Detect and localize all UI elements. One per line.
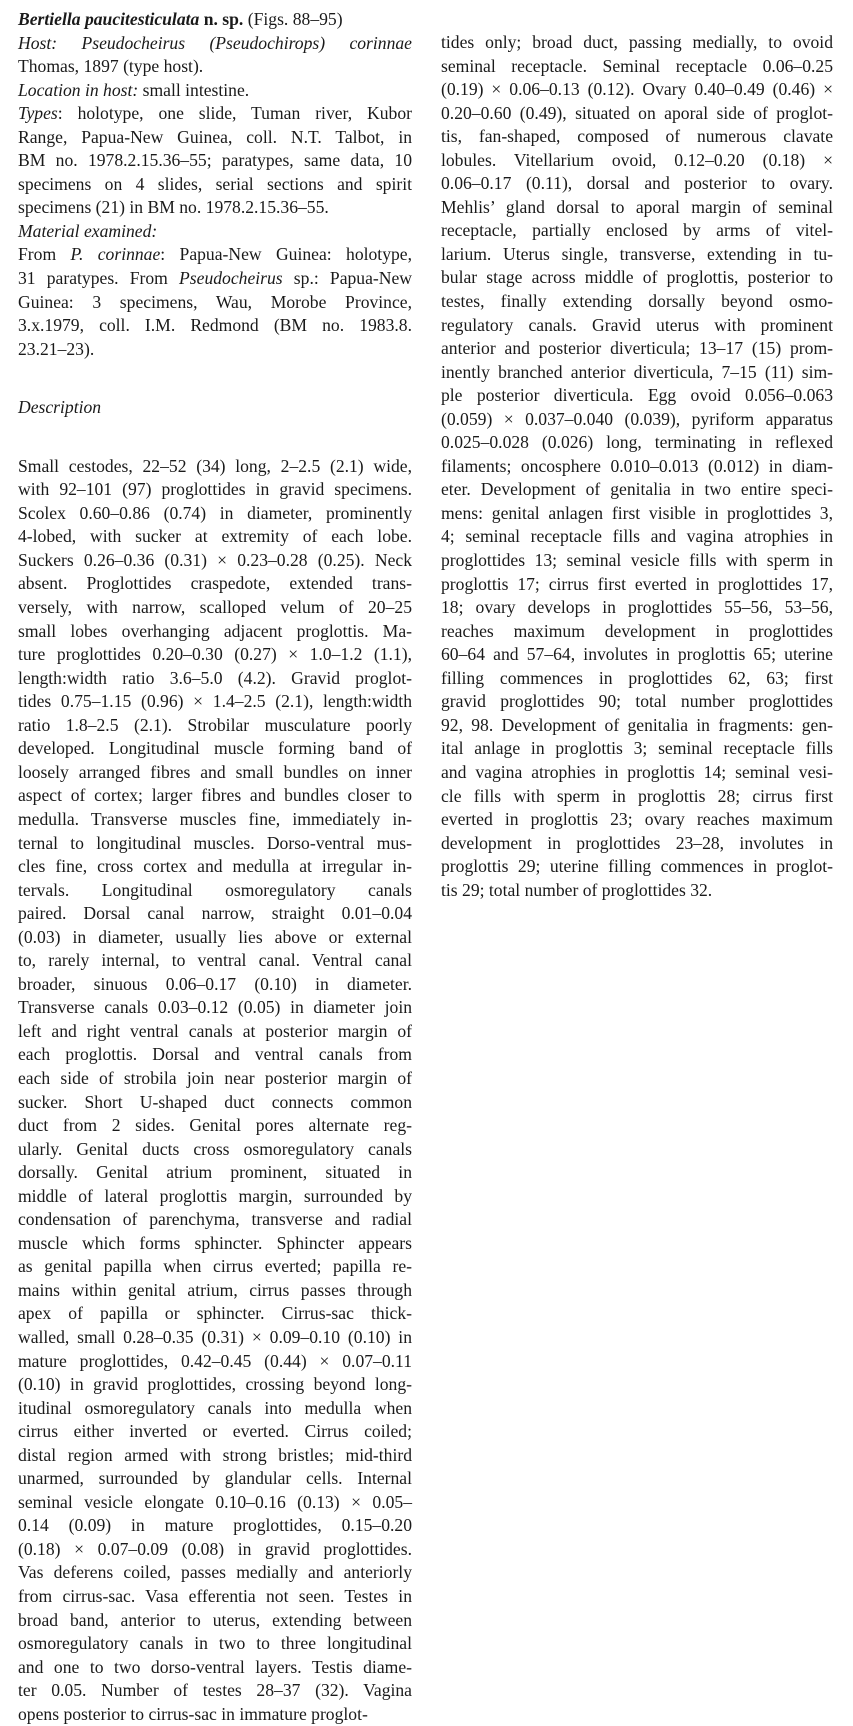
text-line: from cirrus-sac. Vasa efferentia not seen. Testes in: [18, 1586, 412, 1606]
host-authority: Thomas, 1897 (type host).: [18, 56, 204, 77]
text-line: broader, sinuous 0.06–0.17 (0.10) in diameter.: [18, 973, 412, 994]
text-line: (0.10) in gravid proglottides, crossing beyond long-: [18, 1374, 412, 1395]
text-line: Mehlis’ gland dorsal to aporal margin of seminal: [441, 196, 833, 217]
text-line: Transverse canals 0.03–0.12 (0.05) in diameter join: [18, 997, 412, 1018]
text-line: proglottis 17; cirrus first everted in proglottides 17,: [441, 573, 833, 594]
text-line: eter. Development of genitalia in two entire speci-: [441, 479, 833, 500]
text-line: receptacle, partially enclosed by arms of vitel-: [441, 220, 833, 241]
text-line: to, rarely internal, to ventral canal. Ventral canal: [18, 950, 412, 971]
text-line: apex of papilla or sphincter. Cirrus-sac thick-: [18, 1303, 412, 1324]
text-line: filaments; oncosphere 0.010–0.013 (0.012) in diam-: [441, 455, 833, 476]
text-line: anterior and posterior diverticula; 13–17 (15) prom-: [441, 338, 833, 359]
text-line: proglottis 29; uterine filling commences in proglot-: [441, 856, 833, 877]
text-line: ture proglottides 0.20–0.30 (0.27) × 1.0–1.2 (1.1),: [18, 644, 412, 665]
types-line: Types: holotype, one slide, Tuman river, Kubor: [18, 103, 412, 124]
text-line: ternal to longitudinal muscles. Dorso-ventral mus-: [18, 832, 412, 853]
text-line: mens: genital anlagen first visible in proglottides 3,: [441, 502, 833, 523]
text-line: Scolex 0.60–0.86 (0.74) in diameter, prominently: [18, 502, 412, 523]
material-line: 23.21–23).: [18, 338, 95, 359]
text-line: dorsally. Genital atrium prominent, situated in: [18, 1162, 412, 1183]
text-line: walled, small 0.28–0.35 (0.31) × 0.09–0.10 (0.10) in: [18, 1326, 412, 1347]
text-line: medulla. Transverse muscles fine, immediately in-: [18, 808, 412, 829]
text-line: broad band, anterior to uterus, extending between: [18, 1609, 412, 1630]
text-line: testes, finally extending dorsally beyond osmo-: [441, 291, 833, 312]
text-line: (0.03) in diameter, usually lies above or external: [18, 926, 412, 947]
material-line: 31 paratypes. From Pseudocheirus sp.: Papua-New: [18, 268, 412, 289]
description-right-body: [441, 31, 833, 902]
text-line: 4; seminal receptacle fills and vagina atrophies in: [441, 526, 833, 547]
text-line: opens posterior to cirrus-sac in immature proglot-: [18, 1703, 368, 1724]
text-line: (0.18) × 0.07–0.09 (0.08) in gravid proglottides.: [18, 1538, 412, 1559]
text-line: cirrus either inverted or everted. Cirrus coiled;: [18, 1421, 412, 1442]
text-line: mains within genital atrium, cirrus passes through: [18, 1279, 412, 1300]
section-heading-description: Description: [18, 397, 102, 418]
text-line: aspect of cortex; larger fibres and bundles closer to: [18, 785, 412, 806]
text-line: everted in proglottis 23; ovary reaches maximum: [441, 809, 833, 830]
text-line: regulatory canals. Gravid uterus with prominent: [441, 314, 833, 335]
material-line: From P. corinnae: Papua-New Guinea: holotype,: [18, 244, 412, 265]
material-line: 3.x.1979, coll. I.M. Redmond (BM no. 1983.8.: [18, 315, 412, 336]
text-line: 92, 98. Development of genitalia in fragments: gen-: [441, 714, 833, 735]
text-line: Small cestodes, 22–52 (34) long, 2–2.5 (2.1) wide,: [18, 455, 412, 476]
text-line: middle of lateral proglottis margin, surrounded by: [18, 1185, 412, 1206]
species-title-line: [18, 8, 412, 32]
text-line: Vas deferens coiled, passes medially and anteriorly: [18, 1562, 412, 1583]
text-line: paired. Dorsal canal narrow, straight 0.01–0.04: [18, 903, 412, 924]
text-line: larium. Uterus single, transverse, extending in tu-: [441, 243, 833, 264]
text-line: 0.20–0.60 (0.49), situated on aporal side of proglot-: [441, 102, 833, 123]
figures-reference: (Figs. 88–95): [247, 9, 343, 29]
species-name: Bertiella paucitesticulata: [18, 9, 200, 29]
text-line: (0.19) × 0.06–0.13 (0.12). Ovary 0.40–0.49 (0.46) ×: [441, 79, 833, 100]
types-line: specimens (21) in BM no. 1978.2.15.36–55.: [18, 197, 329, 218]
text-line: tides only; broad duct, passing medially, to ovoid: [441, 32, 833, 52]
species-status: n. sp.: [203, 9, 244, 29]
text-line: tides 0.75–1.15 (0.96) × 1.4–2.5 (2.1), length:width: [18, 691, 412, 712]
text-line: distal region armed with strong bristles; mid-third: [18, 1444, 412, 1465]
text-line: loosely arranged fibres and small bundles on inner: [18, 761, 412, 782]
types-line: BM no. 1978.2.15.36–55; paratypes, same data, 10: [18, 150, 412, 171]
text-line: sucker. Short U-shaped duct connects common: [18, 1091, 412, 1112]
location-label: Location in host:: [18, 79, 139, 100]
text-line: each proglottis. Dorsal and ventral canals from: [18, 1044, 412, 1065]
text-line: and vagina atrophies in proglottis 14; seminal vesi-: [441, 761, 833, 782]
text-line: cle fills with sperm in proglottis 28; cirrus first: [441, 785, 833, 806]
text-line: itudinal osmoregulatory canals into medulla when: [18, 1397, 412, 1418]
text-line: each side of strobila join near posterior margin of: [18, 1067, 412, 1088]
text-line: developed. Longitudinal muscle forming band of: [18, 738, 412, 759]
text-line: 0.06–0.17 (0.11), dorsal and posterior to ovary.: [441, 173, 833, 194]
text-line: reaches maximum development in proglottides: [441, 620, 833, 641]
text-line: length:width ratio 3.6–5.0 (4.2). Gravid proglot-: [18, 667, 412, 688]
text-line: seminal vesicle elongate 0.10–0.16 (0.13) × 0.05–: [18, 1491, 412, 1512]
text-line: seminal receptacle. Seminal receptacle 0.06–0.25: [441, 55, 833, 76]
text-line: ple posterior diverticula. Egg ovoid 0.056–0.063: [441, 385, 833, 406]
text-line: 18; ovary develops in proglottides 55–56, 53–56,: [441, 597, 833, 618]
host-name: Pseudocheirus (Pseudochirops) corinnae: [81, 32, 412, 53]
host-line: [18, 32, 412, 56]
description-left-body: [18, 455, 412, 1726]
text-line: lobules. Vitellarium ovoid, 0.12–0.20 (0.18) ×: [441, 149, 833, 170]
types-label: Types: [18, 103, 58, 124]
text-line: ital anlage in proglottis 3; seminal receptacle fills: [441, 738, 833, 759]
text-line: filling commences in proglottides 62, 63; first: [441, 667, 833, 688]
host-label: Host:: [18, 32, 58, 53]
location-line: [18, 79, 412, 103]
text-line: condensation of parenchyma, transverse and radial: [18, 1209, 412, 1230]
text-line: absent. Proglottides craspedote, extended trans-: [18, 573, 412, 594]
text-line: ter 0.05. Number of testes 28–37 (32). Vagina: [18, 1680, 412, 1701]
text-line: ratio 1.8–2.5 (2.1). Strobilar musculature poorly: [18, 714, 412, 735]
location-value: small intestine.: [142, 79, 250, 100]
text-line: inently branched anterior diverticula, 7–15 (11) sim-: [441, 361, 833, 382]
text-line: duct from 2 sides. Genital pores alternate reg-: [18, 1115, 412, 1136]
text-line: mature proglottides, 0.42–0.45 (0.44) × 0.07–0.11: [18, 1350, 412, 1371]
text-line: tis 29; total number of proglottides 32.: [441, 879, 713, 900]
text-line: tis, fan-shaped, composed of numerous clavate: [441, 126, 833, 147]
text-line: small lobes overhanging adjacent proglottis. Ma-: [18, 620, 412, 641]
text-line: (0.059) × 0.037–0.040 (0.039), pyriform apparatus: [441, 408, 833, 429]
text-line: cles fine, cross cortex and medulla at irregular in-: [18, 856, 412, 877]
material-label: Material examined:: [18, 220, 158, 241]
text-line: versely, with narrow, scalloped velum of 20–25: [18, 597, 412, 618]
text-line: gravid proglottides 90; total number proglottides: [441, 691, 833, 712]
text-line: with 92–101 (97) proglottides in gravid specimens.: [18, 479, 412, 500]
text-line: development in proglottides 23–28, involutes in: [441, 832, 833, 853]
left-column: [18, 8, 412, 1726]
text-line: as genital papilla when cirrus everted; papilla re-: [18, 1256, 412, 1277]
text-line: unarmed, surrounded by glandular cells. Internal: [18, 1468, 412, 1489]
text-line: proglottides 13; seminal vesicle fills with sperm in: [441, 550, 833, 571]
text-line: 4-lobed, with sucker at extremity of each lobe.: [18, 526, 412, 547]
text-line: osmoregulatory canals in two to three longitudinal: [18, 1633, 412, 1654]
text-line: 0.14 (0.09) in mature proglottides, 0.15–0.20: [18, 1515, 412, 1536]
right-column: [441, 31, 833, 902]
text-line: ularly. Genital ducts cross osmoregulatory canals: [18, 1138, 412, 1159]
types-line: specimens on 4 slides, serial sections and spirit: [18, 173, 412, 194]
text-line: and one to two dorso-ventral layers. Testis diame-: [18, 1656, 412, 1677]
text-line: Suckers 0.26–0.36 (0.31) × 0.23–0.28 (0.25). Neck: [18, 549, 412, 570]
text-line: 0.025–0.028 (0.026) long, terminating in reflexed: [441, 432, 833, 453]
text-line: muscle which forms sphincter. Sphincter appears: [18, 1232, 412, 1253]
text-line: left and right ventral canals at posterior margin of: [18, 1020, 412, 1041]
material-line: Guinea: 3 specimens, Wau, Morobe Province,: [18, 291, 412, 312]
text-line: tervals. Longitudinal osmoregulatory canals: [18, 879, 412, 900]
text-line: bular stage across middle of proglottis, posterior to: [441, 267, 833, 288]
types-line: Range, Papua-New Guinea, coll. N.T. Talbot, in: [18, 126, 412, 147]
text-line: 60–64 and 57–64, involutes in proglottis 65; uterine: [441, 644, 833, 665]
